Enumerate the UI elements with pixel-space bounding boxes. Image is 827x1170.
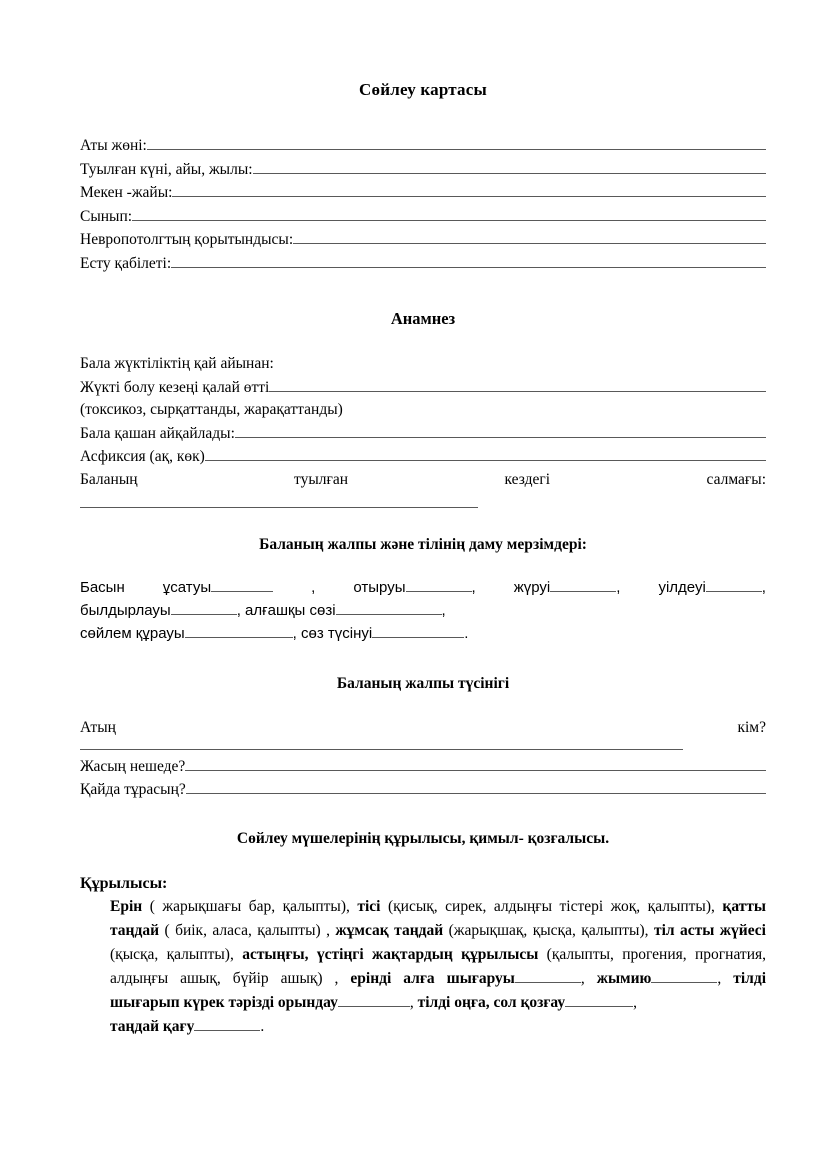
field-label: Туылған күні, айы, жылы: bbox=[80, 160, 253, 178]
structure-options: , bbox=[633, 993, 637, 1011]
milestones-group bbox=[80, 576, 766, 645]
field-row bbox=[80, 422, 766, 446]
structure-term: тісі bbox=[357, 897, 381, 915]
name-question-row bbox=[80, 717, 766, 740]
milestone-row bbox=[80, 576, 766, 599]
milestone-label: уілдеуі bbox=[658, 579, 706, 596]
field-label: Сынып: bbox=[80, 207, 133, 225]
field-label: Невропотолгтың қорытындысы: bbox=[80, 231, 294, 248]
field-label: Қайда тұрасың? bbox=[80, 781, 186, 798]
page-content bbox=[80, 0, 766, 1039]
structure-term: тілді шығарып күрек тәрізді орындау bbox=[110, 969, 767, 1011]
milestone-comma: , bbox=[761, 579, 766, 596]
field-write-rule[interactable] bbox=[172, 181, 766, 197]
milestone-write-rule[interactable] bbox=[550, 577, 616, 592]
field-row bbox=[80, 134, 766, 158]
general-understanding-group bbox=[80, 717, 766, 802]
structure-options: (қысқа, қалыпты), bbox=[110, 945, 243, 963]
field-row bbox=[80, 158, 766, 182]
field-label: Есту қабілеті: bbox=[80, 254, 172, 272]
field-write-rule[interactable] bbox=[205, 445, 766, 461]
milestone-write-rule[interactable] bbox=[372, 623, 464, 638]
birth-weight-write-rule[interactable] bbox=[80, 491, 478, 508]
field-write-rule[interactable] bbox=[132, 205, 766, 221]
structure-options: , bbox=[580, 969, 597, 987]
milestone-write-rule[interactable] bbox=[706, 577, 762, 592]
field-write-rule[interactable] bbox=[186, 778, 766, 794]
milestone-comma: , bbox=[471, 579, 476, 596]
field-row bbox=[80, 778, 766, 802]
birth-weight-word: салмағы: bbox=[706, 470, 766, 488]
field-label: Бала қашан айқайлады: bbox=[80, 424, 235, 442]
milestone-row bbox=[80, 599, 766, 622]
structure-write-rule[interactable] bbox=[651, 968, 717, 983]
field-label: Аты жөні: bbox=[80, 137, 147, 154]
milestone-label: Басын bbox=[80, 579, 125, 596]
structure-write-rule[interactable] bbox=[565, 992, 633, 1007]
page-title: Сөйлеу картасы bbox=[359, 80, 487, 99]
birth-weight-word: Баланың bbox=[80, 470, 138, 488]
anamnesis-fields-group bbox=[80, 353, 766, 508]
name-question-left: Атың bbox=[80, 719, 116, 736]
milestone-write-rule[interactable] bbox=[171, 600, 237, 615]
structure-term: ерінді алға шығаруы bbox=[350, 969, 515, 987]
field-label: Мекен -жайы: bbox=[80, 184, 173, 201]
structure-label: Құрылысы: bbox=[80, 874, 168, 892]
structure-options: (қалыпты, прогения, прогнатия, алдыңғы ашық, бүйір ашық) , bbox=[110, 945, 766, 987]
structure-options: ( жарықшағы бар, қалыпты), bbox=[142, 897, 358, 915]
structure-options: . bbox=[260, 1017, 265, 1035]
structure-term: жымию bbox=[596, 969, 652, 987]
field-row bbox=[80, 228, 766, 252]
milestone-write-rule[interactable] bbox=[211, 577, 273, 592]
structure-description-paragraph bbox=[110, 895, 766, 1015]
structure-options: , bbox=[717, 969, 734, 987]
section-heading-speech-organs: Сөйлеу мүшелерінің құрылысы, қимыл- қозғалысы. bbox=[236, 829, 610, 847]
structure-term: Ерін bbox=[110, 897, 143, 915]
milestone-row bbox=[80, 622, 766, 645]
birth-weight-word: туылған bbox=[294, 470, 349, 488]
field-row bbox=[80, 252, 766, 276]
milestone-label: отыруы bbox=[353, 579, 406, 596]
field-write-rule[interactable] bbox=[253, 158, 766, 174]
milestone-comma: , bbox=[311, 579, 316, 596]
field-row bbox=[80, 181, 766, 205]
structure-options: (қисық, сирек, алдыңғы тістері жоқ, қалыпты), bbox=[380, 897, 723, 915]
structure-term: қатты таңдай bbox=[110, 897, 766, 939]
field-write-rule[interactable] bbox=[171, 252, 766, 268]
milestone-period: . bbox=[464, 625, 469, 642]
field-row bbox=[80, 445, 766, 469]
birth-weight-label-row bbox=[80, 469, 766, 492]
milestone-label: ұсатуы bbox=[162, 579, 212, 596]
structure-options: (жарықшақ, қысқа, қалыпты), bbox=[443, 921, 654, 939]
section-heading-anamnesis: Анамнез bbox=[390, 309, 456, 328]
field-label: Жасың нешеде? bbox=[80, 757, 186, 775]
field-label: Асфиксия (ақ, көк) bbox=[80, 448, 205, 465]
field-row bbox=[80, 376, 766, 400]
section-heading-general-understanding: Баланың жалпы түсінігі bbox=[336, 675, 510, 692]
field-row bbox=[80, 205, 766, 229]
milestone-write-rule[interactable] bbox=[336, 600, 442, 615]
field-label: Жүкті болу кезеңі қалай өтті bbox=[80, 378, 270, 396]
structure-term: жұмсақ таңдай bbox=[335, 921, 444, 939]
field-write-rule[interactable] bbox=[147, 134, 766, 150]
structure-term: тіл асты жүйесі bbox=[653, 921, 766, 939]
structure-options: , bbox=[409, 993, 418, 1011]
milestone-comma: , bbox=[616, 579, 621, 596]
structure-write-rule[interactable] bbox=[194, 1016, 260, 1031]
milestone-label: былдырлауы bbox=[80, 602, 171, 619]
field-row: Бала жүктіліктің қай айынан: bbox=[80, 355, 274, 372]
milestone-label: сөйлем құрауы bbox=[80, 625, 185, 642]
milestone-label: , алғашқы сөзі bbox=[236, 602, 336, 619]
field-write-rule[interactable] bbox=[235, 422, 766, 438]
identity-fields-group bbox=[80, 134, 766, 275]
structure-term: астыңғы, үстіңгі жақтардың құрылысы bbox=[242, 945, 539, 963]
milestone-comma: , bbox=[441, 602, 446, 619]
structure-last-line bbox=[110, 1015, 766, 1039]
field-row bbox=[80, 755, 766, 779]
structure-options: ( биік, аласа, қалыпты) , bbox=[159, 921, 336, 939]
field-write-rule[interactable] bbox=[293, 228, 766, 244]
structure-term: тілді оңға, сол қозғау bbox=[417, 993, 566, 1011]
milestone-write-rule[interactable] bbox=[185, 623, 293, 638]
milestone-write-rule[interactable] bbox=[406, 577, 472, 592]
structure-write-rule[interactable] bbox=[338, 992, 410, 1007]
name-question-right: кім? bbox=[737, 719, 766, 736]
milestone-label: , сөз түсінуі bbox=[292, 625, 373, 642]
field-write-rule[interactable] bbox=[269, 376, 766, 392]
structure-write-rule[interactable] bbox=[515, 968, 581, 983]
structure-term: таңдай қағу bbox=[110, 1017, 195, 1035]
section-heading-milestones: Баланың жалпы және тілінің даму мерзімдері: bbox=[259, 536, 587, 553]
milestone-label: жүруі bbox=[513, 579, 551, 596]
field-write-rule[interactable] bbox=[185, 755, 766, 771]
birth-weight-word: кездегі bbox=[504, 470, 551, 488]
field-note: (токсикоз, сырқаттанды, жарақаттанды) bbox=[80, 401, 343, 418]
